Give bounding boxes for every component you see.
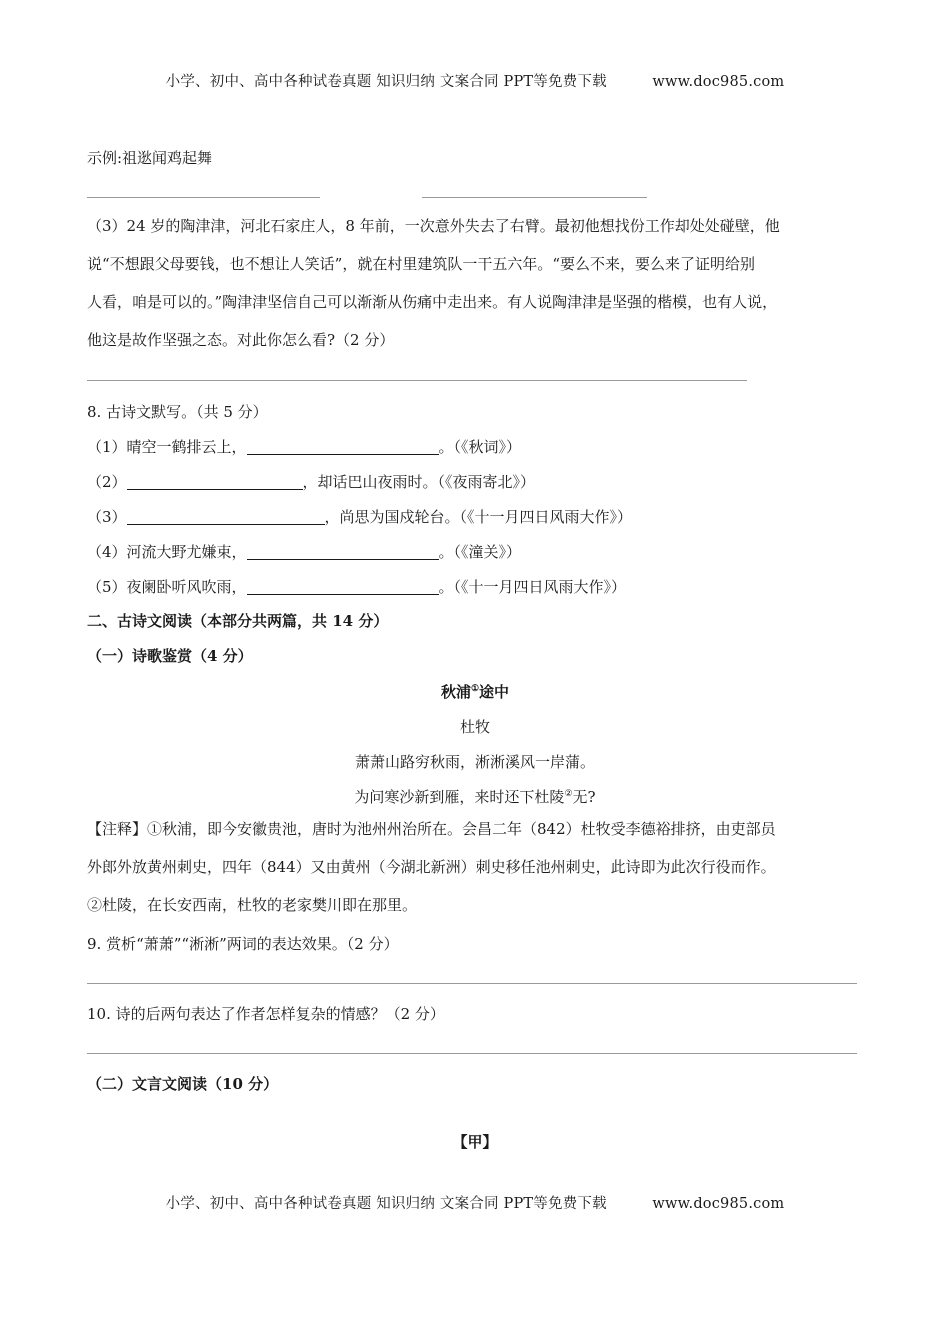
item-suffix: 。（《潼关》） bbox=[438, 543, 522, 561]
page-header bbox=[0, 70, 950, 91]
recitation-item-2 bbox=[87, 471, 535, 492]
item-prefix: （4）河流大野尤嫌束， bbox=[87, 543, 247, 561]
subsection-title: （二）文言文阅读（10 分） bbox=[87, 1075, 279, 1093]
question-9: 9. 赏析“萧萧”“淅淅”两词的表达效果。（2 分） bbox=[87, 935, 399, 953]
paragraph-line: 他这是故作坚强之态。对此你怎么看?（2 分） bbox=[87, 331, 395, 349]
poem-line-2 bbox=[0, 786, 950, 807]
footer-url: www.doc985.com bbox=[652, 1196, 785, 1212]
poem-title-text: 秋浦 bbox=[440, 683, 471, 701]
fill-blank[interactable] bbox=[127, 475, 303, 490]
poem-line-text: 为问寒沙新到雁，来时还下杜陵 bbox=[354, 788, 565, 806]
footnote-mark: ② bbox=[564, 789, 573, 799]
fill-blank[interactable] bbox=[127, 510, 325, 525]
poem-author: 杜牧 bbox=[459, 718, 490, 736]
footnote-mark: ① bbox=[470, 684, 480, 694]
section-title: 二、古诗文阅读（本部分共两篇，共 14 分） bbox=[87, 612, 389, 630]
answer-line bbox=[422, 197, 647, 198]
poem-title-tail: 途中 bbox=[479, 683, 510, 701]
example-text: 示例:祖逖闻鸡起舞 bbox=[87, 149, 213, 167]
recitation-item-4 bbox=[87, 541, 521, 562]
recitation-item-5 bbox=[87, 576, 626, 597]
poem-line-tail: 无? bbox=[572, 788, 596, 806]
item-suffix: ，却话巴山夜雨时。（《夜雨寄北》） bbox=[302, 473, 536, 491]
footer-text: 小学、初中、高中各种试卷真题 知识归纳 文案合同 PPT等免费下载 bbox=[165, 1196, 607, 1212]
page-footer bbox=[0, 1192, 950, 1213]
poem-line-1: 萧萧山路穷秋雨，淅淅溪风一岸蒲。 bbox=[354, 753, 595, 771]
item-suffix: 。（《十一月四日风雨大作》） bbox=[438, 578, 627, 596]
item-prefix: （3） bbox=[87, 508, 127, 526]
answer-line bbox=[87, 380, 747, 381]
question-10: 10. 诗的后两句表达了作者怎样复杂的情感？（2 分） bbox=[87, 1005, 445, 1023]
paragraph-line: 说“不想跟父母要钱，也不想让人笑话”，就在村里建筑队一干五六年。“要么不来，要么来了证明给别 bbox=[87, 255, 756, 273]
item-prefix: （2） bbox=[87, 473, 127, 491]
fill-blank[interactable] bbox=[247, 545, 439, 560]
recitation-item-3 bbox=[87, 506, 632, 527]
poem-title bbox=[0, 681, 950, 702]
header-text: 小学、初中、高中各种试卷真题 知识归纳 文案合同 PPT等免费下载 bbox=[165, 74, 607, 90]
question-7-3 bbox=[87, 207, 877, 359]
header-url: www.doc985.com bbox=[652, 74, 785, 90]
item-prefix: （5）夜阑卧听风吹雨， bbox=[87, 578, 247, 596]
fill-blank[interactable] bbox=[247, 440, 439, 455]
answer-line bbox=[87, 983, 857, 984]
passage-label: 【甲】 bbox=[452, 1133, 498, 1151]
subsection-title: （一）诗歌鉴赏（4 分） bbox=[87, 647, 253, 665]
note-line: 外郎外放黄州刺史，四年（844）又由黄州（今湖北新洲）刺史移任池州刺史，此诗即为此次行役而作。 bbox=[87, 858, 776, 876]
paragraph-line: （3）24 岁的陶津津，河北石家庄人，8 年前，一次意外失去了右臂。最初他想找份工作却处处碰壁，他 bbox=[87, 217, 780, 235]
note-line: ②杜陵，在长安西南，杜牧的老家樊川即在那里。 bbox=[87, 896, 418, 914]
question-8-title: 8. 古诗文默写。（共 5 分） bbox=[87, 403, 268, 421]
recitation-item-1 bbox=[87, 436, 521, 457]
item-suffix: 。（《秋词》） bbox=[438, 438, 522, 456]
poem-notes bbox=[87, 810, 877, 924]
item-suffix: ，尚思为国戍轮台。（《十一月四日风雨大作》） bbox=[324, 508, 633, 526]
answer-line bbox=[87, 1053, 857, 1054]
item-prefix: （1）晴空一鹤排云上， bbox=[87, 438, 247, 456]
note-line: 【注释】①秋浦，即今安徽贵池，唐时为池州州治所在。会昌二年（842）杜牧受李德裕排挤，由吏部员 bbox=[87, 820, 776, 838]
answer-line bbox=[87, 197, 320, 198]
fill-blank[interactable] bbox=[247, 580, 439, 595]
paragraph-line: 人看，咱是可以的。”陶津津坚信自己可以渐渐从伤痛中走出来。有人说陶津津是坚强的楷模，也有人说， bbox=[87, 293, 778, 311]
